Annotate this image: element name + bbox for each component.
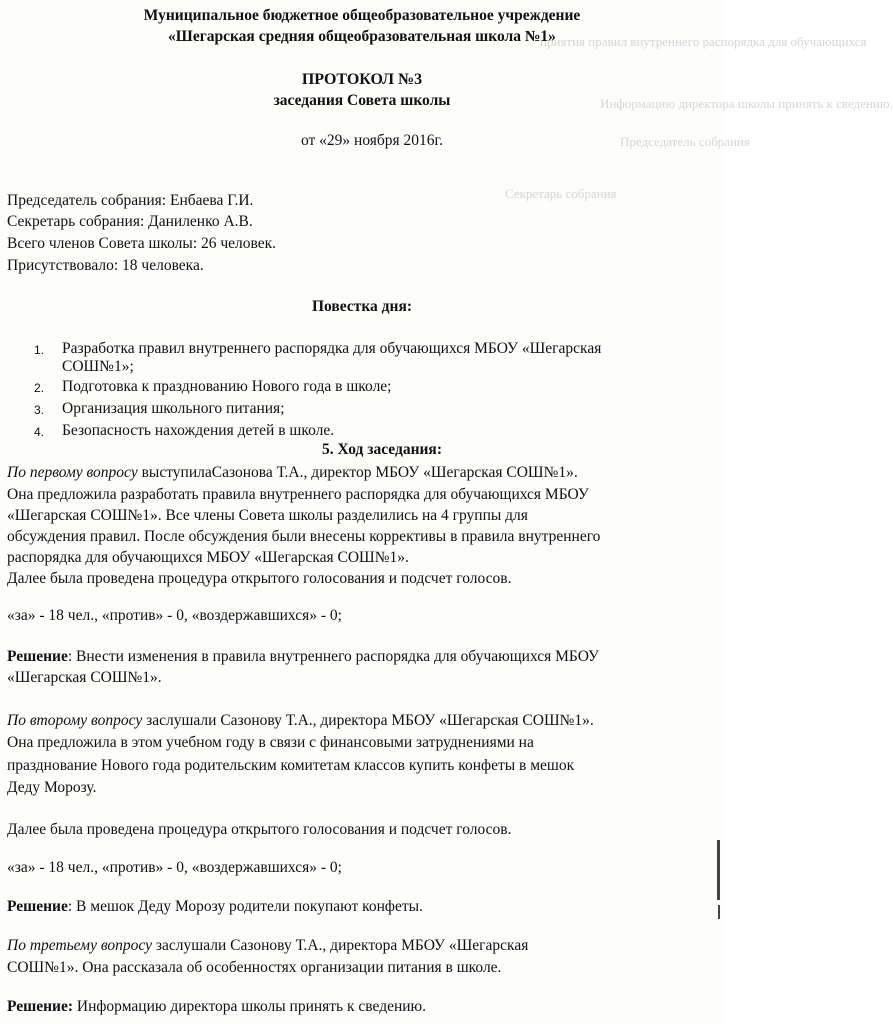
- q2-lead: [7, 711, 594, 731]
- q1-text: Она предложила разработать правила внутреннего распорядка для обучающихся МБОУ: [7, 486, 589, 503]
- secretary: Секретарь собрания: Даниленко А.В.: [7, 213, 253, 230]
- q3-text: СОШ№1». Она рассказала об особенностях организации питания в школе.: [7, 959, 502, 976]
- q2-decision-text: : В мешок Деду Морозу родители покупают конфеты.: [67, 898, 423, 915]
- org-name-line1: Муниципальное бюджетное общеобразовательное учреждение: [143, 7, 581, 24]
- scan-edge-mark: [718, 905, 720, 919]
- agenda-item: Безопасность нахождения детей в школе.: [62, 422, 335, 439]
- q1-text: распорядка для обучающихся МБОУ «Шегарская СОШ№1».: [7, 549, 409, 566]
- protocol-title: ПРОТОКОЛ №3: [301, 71, 423, 88]
- agenda-number: 2.: [34, 381, 45, 395]
- q1-text: «Шегарская СОШ№1». Все члены Совета школы разделились на 4 группы для: [7, 507, 528, 524]
- agenda-title: Повестка дня:: [312, 298, 412, 315]
- q2-lead-text: заслушали Сазонову Т.А., директора МБОУ «Шегарская СОШ№1».: [142, 712, 594, 729]
- members-present: Присутствовало: 18 человека.: [7, 257, 204, 274]
- q1-lead-italic: По первому вопросу: [7, 464, 138, 481]
- proceedings-title: 5. Ход заседания:: [322, 441, 442, 458]
- q1-text: Далее была проведена процедура открытого голосования и подсчет голосов.: [7, 570, 512, 587]
- q1-decision-continued: «Шегарская СОШ№1».: [7, 669, 162, 686]
- agenda-item: Подготовка к празднованию Нового года в школе;: [62, 378, 392, 395]
- q1-lead: [7, 463, 578, 483]
- q1-text: обсуждения правил. После обсуждения были внесены коррективы в правила внутреннего: [7, 528, 601, 545]
- agenda-item: Разработка правил внутреннего распорядка для обучающихся МБОУ «Шегарская: [62, 340, 602, 357]
- protocol-date: от «29» ноября 2016г.: [300, 132, 444, 149]
- agenda-number: 3.: [34, 403, 45, 417]
- q1-decision-label: Решение: [7, 648, 68, 665]
- scan-edge-mark: [717, 840, 720, 900]
- q2-vote: «за» - 18 чел., «против» - 0, «воздержавшихся» - 0;: [7, 859, 342, 876]
- q1-decision: [7, 647, 599, 667]
- q1-vote: «за» - 18 чел., «против» - 0, «воздержавшихся» - 0;: [7, 607, 342, 624]
- q1-lead-text: выступилаСазонова Т.А., директор МБОУ «Шегарская СОШ№1».: [137, 464, 578, 481]
- q2-text: празднование Нового года родительским комитетам классов купить конфеты в мешок: [7, 757, 575, 774]
- q3-lead: [7, 936, 528, 956]
- bleed-through-text: Информацию директора школы принять к сведению.: [600, 96, 893, 111]
- agenda-number: 4.: [34, 425, 45, 439]
- q2-text: Она предложила в этом учебном году в связи с финансовыми затруднениями на: [7, 734, 534, 751]
- q3-lead-italic: По третьему вопросу: [7, 937, 153, 954]
- q3-decision-label: Решение:: [7, 998, 74, 1015]
- q3-lead-text: заслушали Сазонову Т.А., директора МБОУ «Шегарская: [152, 937, 529, 954]
- chair: Председатель собрания: Енбаева Г.И.: [7, 192, 254, 209]
- agenda-item-continued: СОШ№1»;: [62, 358, 134, 375]
- protocol-subtitle: заседания Совета школы: [273, 92, 451, 109]
- bleed-through-text: Секретарь собрания: [505, 186, 617, 201]
- org-name-line2: «Шегарская средняя общеобразовательная школа №1»: [168, 28, 556, 45]
- q2-decision-label: Решение: [7, 898, 68, 915]
- q2-lead-italic: По второму вопросу: [7, 712, 143, 729]
- bleed-through-text: приятия правил внутреннего распорядка для обучающихся: [540, 34, 867, 49]
- q2-procedure: Далее была проведена процедура открытого голосования и подсчет голосов.: [7, 821, 512, 838]
- q2-text: Деду Морозу.: [7, 779, 97, 796]
- bleed-through-text: Председатель собрания: [620, 134, 750, 149]
- agenda-number: 1.: [34, 343, 45, 357]
- q3-decision-text: Информацию директора школы принять к сведению.: [73, 998, 427, 1015]
- agenda-item: Организация школьного питания;: [62, 400, 285, 417]
- members-total: Всего членов Совета школы: 26 человек.: [7, 235, 277, 252]
- q2-decision: [7, 897, 423, 917]
- q1-decision-text: : Внести изменения в правила внутреннего распорядка для обучающихся МБОУ: [67, 648, 599, 665]
- q3-decision: [7, 997, 426, 1017]
